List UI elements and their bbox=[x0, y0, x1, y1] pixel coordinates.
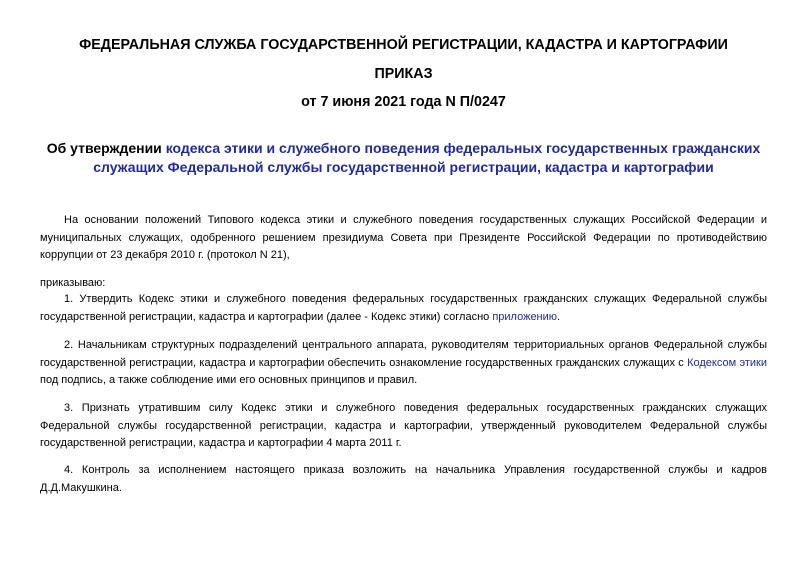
order-item-1 bbox=[40, 291, 767, 326]
ethics-code-link[interactable]: Кодексом этики bbox=[687, 356, 767, 369]
preamble-paragraph: На основании положений Типового кодекса этики и служебного поведения государственных служащих Российской Федерации и муниципальных служащих, одобренного решением президиума Совета при Президенте Российской Федерации по противодействию коррупции от 23 декабря 2010 г. (протокол N 21), bbox=[40, 214, 767, 261]
order-item-1-end: . bbox=[557, 310, 561, 323]
title-link[interactable]: кодекса этики и служебного поведения федеральных государственных гражданских служащих Федеральной службы государственной регистрации, кадастра и картографии bbox=[93, 140, 761, 175]
order-item-3: 3. Признать утратившим силу Кодекс этики и служебного поведения федеральных государственных гражданских служащих Федеральной службы государственной регистрации, кадастра и картографии, утвержденный руководителем Федеральной службы государственной регистрации, кадастра и картографии 4 марта 2011 г. bbox=[40, 402, 767, 449]
title-prefix: Об утверждении bbox=[46, 140, 166, 156]
orders-label: приказываю: bbox=[40, 277, 106, 289]
document-type: ПРИКАЗ bbox=[374, 66, 433, 82]
document-title bbox=[40, 139, 767, 177]
appendix-link[interactable]: приложению bbox=[492, 310, 558, 323]
order-item-1-text: 1. Утвердить Кодекс этики и служебного поведения федеральных государственных гражданских служащих Федеральной службы государственной регистрации, кадастра и картографии (далее - Кодекс этики) согласно bbox=[40, 293, 767, 323]
order-item-2-text: 2. Начальникам структурных подразделений центрального аппарата, руководителям территориальных органов Федеральной службы государственной регистрации, кадастра и картографии обеспечить ознакомление государственных гражданских служащих с bbox=[40, 339, 767, 369]
document-date-number: от 7 июня 2021 года N П/0247 bbox=[301, 94, 506, 110]
organization-heading: ФЕДЕРАЛЬНАЯ СЛУЖБА ГОСУДАРСТВЕННОЙ РЕГИСТРАЦИИ, КАДАСТРА И КАРТОГРАФИИ bbox=[79, 37, 728, 53]
order-item-2-end: под подпись, а также соблюдение ими его основных принципов и правил. bbox=[40, 374, 418, 386]
order-item-4: 4. Контроль за исполнением настоящего приказа возложить на начальника Управления государственной службы и кадров Д.Д.Макушкина. bbox=[40, 464, 767, 494]
order-item-2 bbox=[40, 337, 767, 390]
